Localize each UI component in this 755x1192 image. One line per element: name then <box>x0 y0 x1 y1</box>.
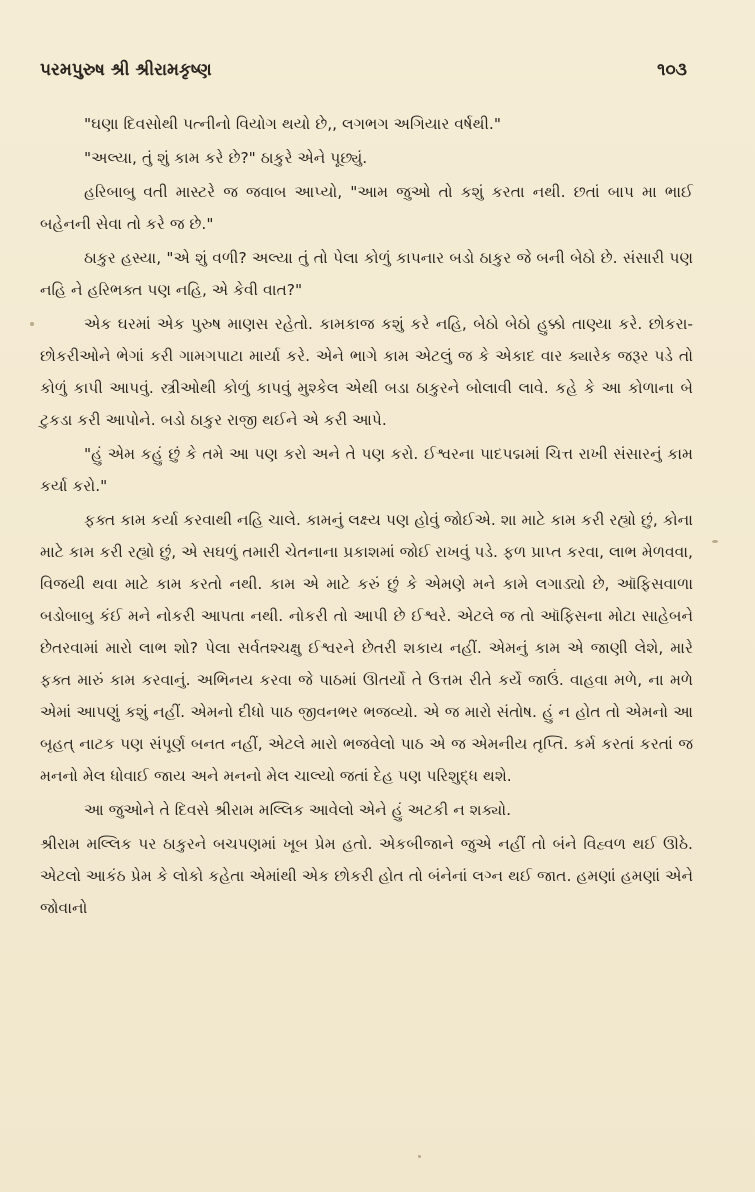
paper-speck <box>418 1155 421 1158</box>
paragraph-2: "અલ્યા, તું શું કામ કરે છે?" ઠાકુરે એને પૂછ્યું. <box>84 149 368 167</box>
paper-speck <box>30 322 34 326</box>
paragraph-4: ઠાકુર હસ્યા, "એ શું વળી? અલ્યા તું તો પેલા કોળું કાપનાર બડો ઠાકુર જે બની બેઠો છે. સંસારી પણ નહિ ને હરિભક્ત પણ નહિ, એ કેવી વાત?" <box>40 249 693 299</box>
paragraph-6: "હું એમ કહું છું કે તમે આ પણ કરો અને તે પણ કરો. ઈશ્વરના પાદપદ્મમાં ચિત્ત રાખી સંસારનું કામ કર્યા કરો." <box>40 445 693 495</box>
paragraph-8: આ જુઓને તે દિવસે શ્રીરામ મલ્લિક આવેલો એને હું અટકી ન શક્યો. <box>84 801 512 819</box>
paragraph-1: "ઘણા દિવસોથી પત્નીનો વિયોગ થયો છે,, લગભગ અગિયાર વર્ષથી." <box>84 115 501 133</box>
running-title: પરમપુરુષ શ્રી શ્રીરામકૃષ્ણ <box>40 60 212 80</box>
body-text <box>40 108 693 924</box>
paragraph-3: હરિબાબુ વતી માસ્ટરે જ જવાબ આપ્યો, "આમ જુઓ તો કશું કરતા નથી. છતાં બાપ મા ભાઈ બહેનની સેવા તો કરે જ છે." <box>40 183 693 233</box>
running-header <box>40 60 693 80</box>
page-number: ૧૦૩ <box>657 60 687 80</box>
paper-speck <box>712 540 718 543</box>
paragraph-7: ફક્ત કામ કર્યા કરવાથી નહિ ચાલે. કામનું લક્ષ્ય પણ હોવું જોઈએ. શા માટે કામ કરી રહ્યો છું, કોના માટે કામ કરી રહ્યો છું, એ સઘળું તમારી ચેતનાના પ્રકાશમાં જોઈ રાખવું પડે. ફળ પ્રાપ્ત કરવા, લાભ મેળવવા, વિજયી થવા માટે કામ કરતો નથી. કામ એ માટે કરું છું કે એમણે મને કામે લગાડ્યો છે, ઑફિસવાળા બડોબાબુ કંઈ મને નોકરી આપતા નથી. નોકરી તો આપી છે ઈશ્વરે. એટલે જ તો ઑફિસના મોટા સાહેબને છેતરવામાં મારો લાભ શો? પેલા સર્વતશ્ચક્ષુ ઈશ્વરને છેતરી શકાય નહીં. એમનું કામ એ જાણી લેશે, મારે ફક્ત મારું કામ કરવાનું. અભિનય કરવા જે પાઠમાં ઊતર્યો તે ઉત્તમ રીતે કર્યે જાઉં. વાહવા મળે, ના મળે એમાં આપણું કશું નહીં. એમનો દીધો પાઠ જીવનભર ભજવ્યો. એ જ મારો સંતોષ. હું ન હોત તો એમનો આ બૃહત્ નાટક પણ સંપૂર્ણ બનત નહીં, એટલે મારો ભજવેલો પાઠ એ જ એમનીય તૃપ્તિ. કર્મ કરતાં કરતાં જ મનનો મેલ ધોવાઈ જાય અને મનનો મેલ ચાલ્યો જતાં દેહ પણ પરિશુદ્ધ થશે. <box>40 511 693 785</box>
paragraph-5: એક ઘરમાં એક પુરુષ માણસ રહેતો. કામકાજ કશું કરે નહિ, બેઠો બેઠો હુક્કો તાણ્યા કરે. છોકરા-છોકરીઓને ભેગાં કરી ગામગપાટા માર્યા કરે. એને ભાગે કામ એટલું જ કે એકાદ વાર ક્યારેક જરૂર પડે તો કોળું કાપી આપવું. સ્ત્રીઓથી કોળું કાપવું મુશ્કેલ એથી બડા ઠાકુરને બોલાવી લાવે. કહે કે આ કોળાના બે ટુકડા કરી આપોને. બડો ઠાકુર રાજી થઈને એ કરી આપે. <box>40 315 693 429</box>
paragraph-9: શ્રીરામ મલ્લિક પર ઠાકુરને બચપણમાં ખૂબ પ્રેમ હતો. એકબીજાને જુએ નહીં તો બંને વિહ્વળ થઈ ઊઠે. એટલો આકંઠ પ્રેમ કે લોકો કહેતા એમાંથી એક છોકરી હોત તો બંનેનાં લગ્ન થઈ જાત. હમણાં હમણાં એને જોવાનો <box>40 835 693 917</box>
